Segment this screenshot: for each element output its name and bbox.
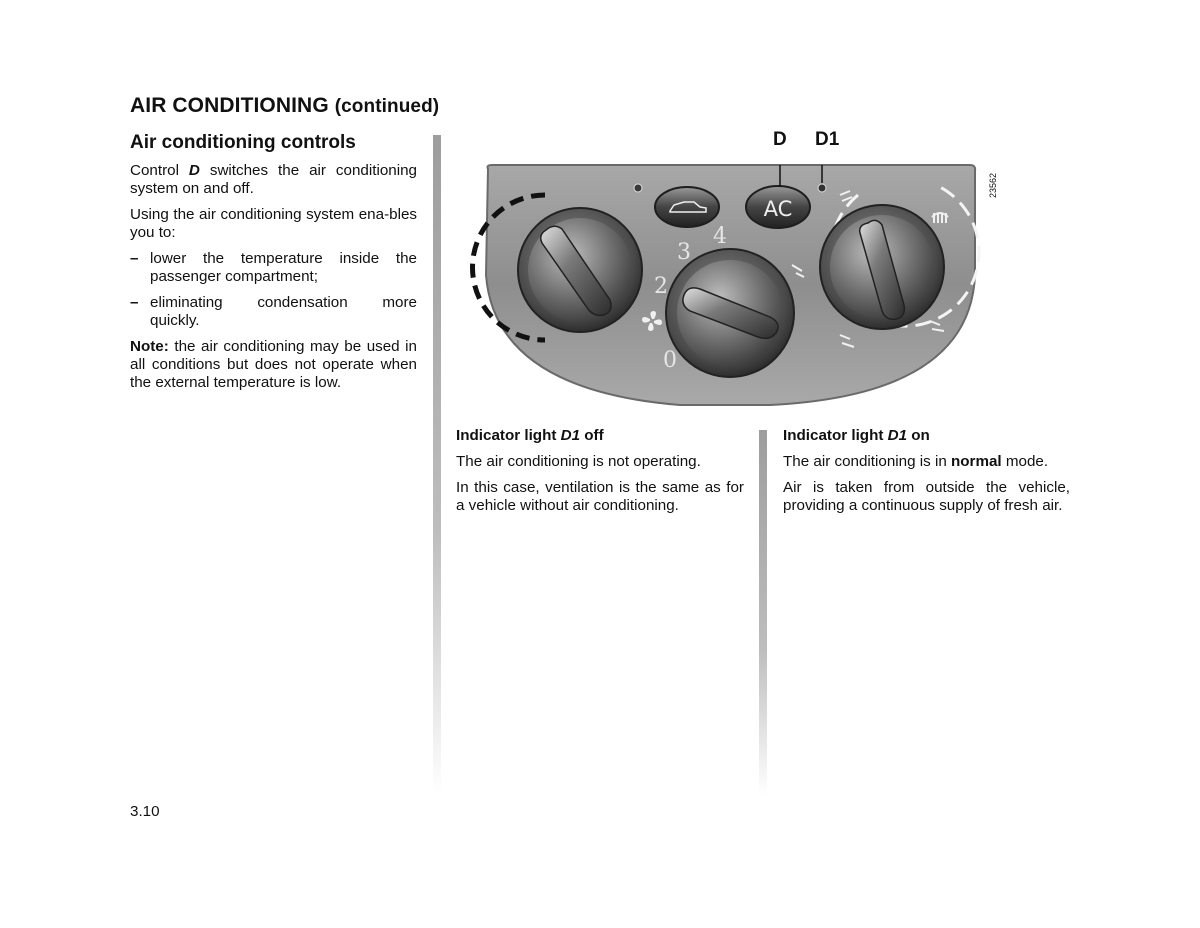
paragraph-fresh-air: Air is taken from outside the vehicle, providing a continuous supply of fresh air. xyxy=(783,479,1070,514)
panel-screw xyxy=(634,184,642,192)
column-divider xyxy=(759,430,767,795)
dash-bullet: – xyxy=(130,294,139,311)
paragraph-control-d xyxy=(130,162,417,198)
note-paragraph xyxy=(130,338,417,392)
note-text: the air conditioning may be used in all conditions but does not operate when the external temperature is low. xyxy=(130,338,417,391)
indicator-off-heading xyxy=(456,427,744,445)
list-item-text: lower the temperature inside the passenger compartment; xyxy=(150,250,417,285)
control-panel-illustration xyxy=(470,125,1010,410)
note-label: Note: xyxy=(130,338,169,355)
ac-button xyxy=(746,186,810,228)
paragraph-not-operating: The air conditioning is not operating. xyxy=(456,453,701,470)
text-fragment: The air conditioning is in xyxy=(783,453,951,470)
page-title-main: AIR CONDITIONING xyxy=(130,94,329,117)
ac-button-label: AC xyxy=(763,197,793,221)
text-fragment: Indicator light xyxy=(456,427,561,444)
fan-speed-2: 2 xyxy=(654,274,668,299)
label-d1: D1 xyxy=(815,129,840,150)
indicator-on-heading xyxy=(783,427,1070,445)
text-fragment: off xyxy=(580,427,604,444)
text-fragment: mode. xyxy=(1001,453,1049,470)
list-item xyxy=(130,294,417,330)
right-column xyxy=(783,427,1070,523)
d1-ref: D1 xyxy=(560,427,581,444)
text-fragment: switches the air conditioning system on and off. xyxy=(130,162,417,197)
fan-speed-4: 4 xyxy=(713,224,727,249)
indicator-light-d1 xyxy=(818,184,826,192)
middle-column xyxy=(456,427,744,523)
label-d: D xyxy=(773,129,787,150)
fan-speed-knob xyxy=(666,249,794,377)
page-number: 3.10 xyxy=(130,803,160,820)
column-divider xyxy=(433,135,441,795)
recirculation-button xyxy=(655,187,719,227)
list-item-text xyxy=(150,294,417,330)
list-item-line: eliminating condensation more xyxy=(150,294,417,311)
figure-reference: 23562 xyxy=(988,172,998,198)
text-fragment: Control xyxy=(130,162,189,179)
control-d-ref: D xyxy=(188,162,200,179)
text-fragment: on xyxy=(907,427,930,444)
list-item-line: quickly. xyxy=(150,312,200,329)
text-fragment: Indicator light xyxy=(783,427,888,444)
paragraph-ventilation: In this case, ventilation is the same as for a vehicle without air conditioning. xyxy=(456,479,744,514)
d1-ref: D1 xyxy=(887,427,908,444)
left-column xyxy=(130,162,417,400)
dash-bullet: – xyxy=(130,250,139,267)
paragraph-enables: Using the air conditioning system ena-bles you to: xyxy=(130,206,417,241)
fan-speed-3: 3 xyxy=(677,240,691,265)
page-title-suffix: (continued) xyxy=(334,96,440,117)
fan-speed-0: 0 xyxy=(663,348,677,373)
normal-emphasis: normal xyxy=(951,453,1002,470)
section-heading: Air conditioning controls xyxy=(130,132,356,153)
list-item xyxy=(130,250,417,286)
page-title xyxy=(130,94,439,118)
paragraph-normal-mode xyxy=(783,453,1070,471)
